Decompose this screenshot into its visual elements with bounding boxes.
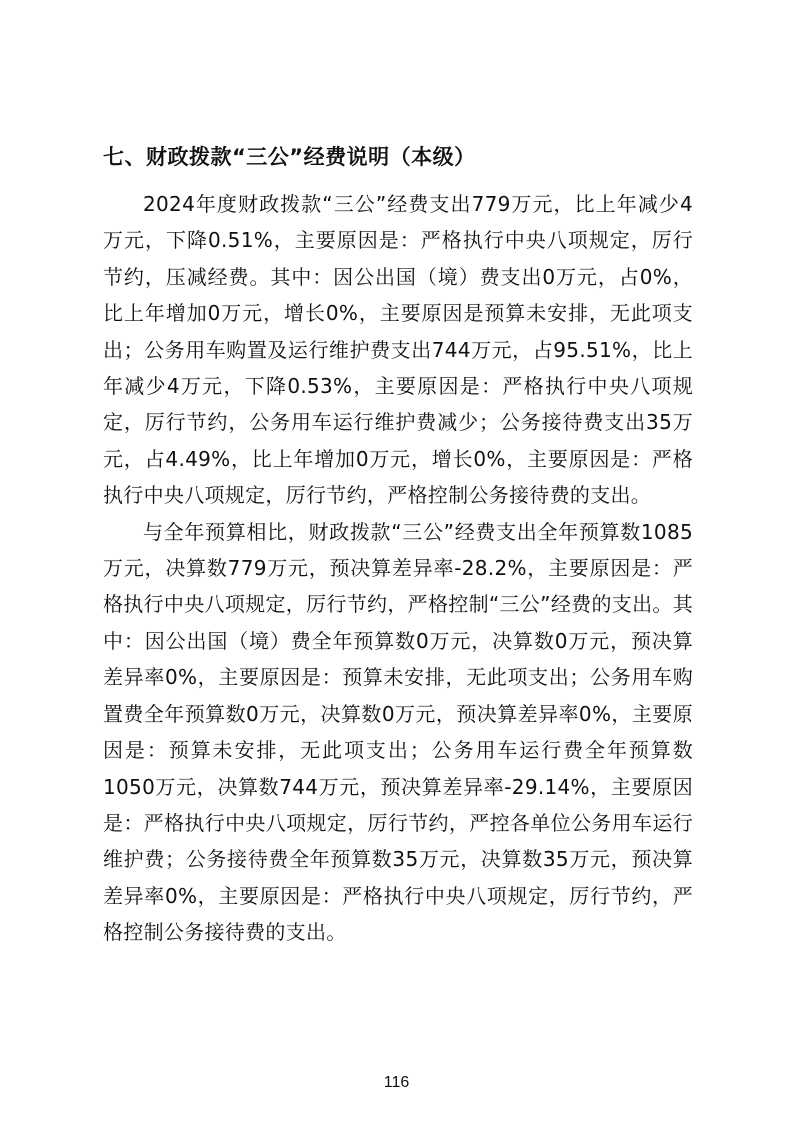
body-text (103, 186, 693, 951)
section-heading: 七、财政拨款“三公”经费说明（本级） (103, 145, 476, 169)
paragraph-budget-comparison: 与全年预算相比，财政拨款“三公”经费支出全年预算数1085万元，决算数779万元，预决算差异率-28.2%，主要原因是：严格执行中央八项规定，厉行节约，严格控制“三公”经费的支出。其中：因公出国（境）费全年预算数0万元，决算数0万元，预决算差异率0%，主要原因是：预算未安排，无此项支出；公务用车购置费全年预算数0万元，决算数0万元，预决算差异率0%，主要原因是：预算未安排，无此项支出；公务用车运行费全年预算数1050万元，决算数744万元，预决算差异率-29.14%，主要原因是：严格执行中央八项规定，厉行节约，严控各单位公务用车运行维护费；公务接待费全年预算数35万元，决算数35万元，预决算差异率0%，主要原因是：严格执行中央八项规定，厉行节约，严格控制公务接待费的支出。 (103, 519, 693, 945)
paragraph-three-public-expenses: 2024年度财政拨款“三公”经费支出779万元，比上年减少4万元，下降0.51%，主要原因是：严格执行中央八项规定，厉行节约，压减经费。其中：因公出国（境）费支出0万元，占0%，比上年增加0万元，增长0%，主要原因是预算未安排，无此项支出；公务用车购置及运行维护费支出744万元，占95.51%，比上年减少4万元，下降0.53%，主要原因是：严格执行中央八项规定，厉行节约，公务用车运行维护费减少；公务接待费支出35万元，占4.49%，比上年增加0万元，增长0%，主要原因是：严格执行中央八项规定，厉行节约，严格控制公务接待费的支出。 (103, 192, 693, 508)
page-number: 116 (383, 1074, 410, 1091)
